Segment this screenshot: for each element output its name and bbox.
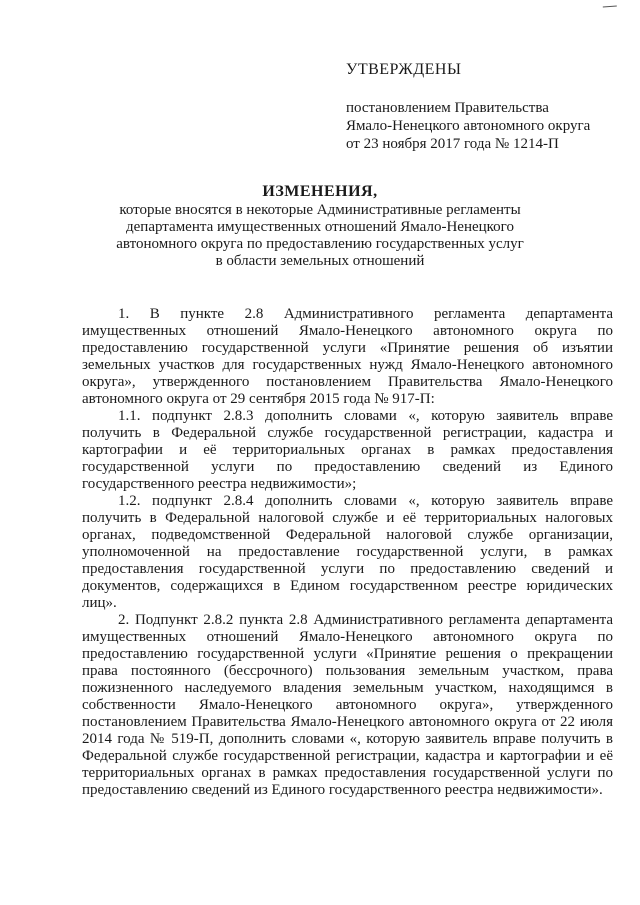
paragraph-2: 2. Подпункт 2.8.2 пункта 2.8 Административного регламента департамента имущественных отношений Ямало-Ненецкого автономного округа по предоставлению государственной услуги «Принятие решения о прекращении права постоянного (бессрочного) пользования земельным участком, права пожизненного наследуемого владения земельным участком, находящимся в собственности Ямало-Ненецкого автономного округа», утвержденного постановлением Правительства Ямало-Ненецкого автономного округа от 22 июля 2014 года № 519-П, дополнить словами «, которую заявитель вправе получить в Федеральной службе государственной регистрации, кадастра и картографии и её территориальных органах в рамках предоставления государственной услуги по предоставлению сведений из Единого государственного реестра недвижимости». [82,612,613,798]
document-subtitle: которые вносятся в некоторые Административные регламенты департамента имущественных отношений Ямало-Ненецкого автономного округа по предоставлению государственных услуг в области земельных отношений [116,202,524,269]
document-title-block [100,183,540,270]
approval-heading: УТВЕРЖДЕНЫ [346,61,462,78]
paragraph-1-2: 1.2. подпункт 2.8.4 дополнить словами «, которую заявитель вправе получить в Федеральной налоговой службе и её территориальных налоговых органах, подведомственной Федеральной налоговой службе организации, уполномоченной на предоставление государственной услуги, в рамках предоставления государственной услуги по предоставлению сведений и документов, содержащихся в Едином государственном реестре юридических лиц». [82,493,613,611]
document-heading: ИЗМЕНЕНИЯ, [262,183,378,200]
approval-line-1: постановлением Правительства [346,100,549,116]
paragraph-1-1: 1.1. подпункт 2.8.3 дополнить словами «, которую заявитель вправе получить в Федеральной службе государственной регистрации, кадастра и картографии и её территориальных органах в рамках предоставления государственной услуги по предоставлению сведений из Единого государственного реестра недвижимости»; [82,408,613,492]
document-body [82,306,613,799]
approval-line-2: Ямало-Ненецкого автономного округа [346,118,591,134]
approval-block [346,61,626,153]
page-corner-mark [603,6,617,14]
approval-line-3: от 23 ноября 2017 года № 1214-П [346,136,559,152]
paragraph-1: 1. В пункте 2.8 Административного регламента департамента имущественных отношений Ямало-Ненецкого автономного округа по предоставлению государственной услуги «Принятие решения об изъятии земельных участков для государственных нужд Ямало-Ненецкого автономного округа», утвержденного постановлением Правительства Ямало-Ненецкого автономного округа от 29 сентября 2015 года № 917-П: [82,306,613,407]
